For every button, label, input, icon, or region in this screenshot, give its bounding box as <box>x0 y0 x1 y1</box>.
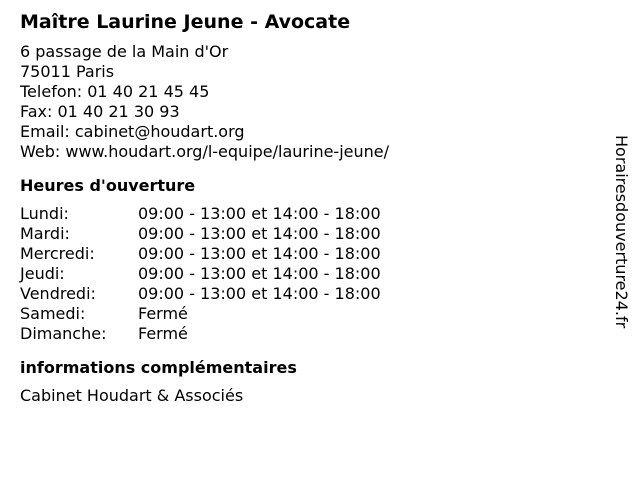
hours-time: 09:00 - 13:00 et 14:00 - 18:00 <box>138 224 381 243</box>
website-url: Web: www.houdart.org/l-equipe/laurine-jeune/ <box>20 142 390 161</box>
hours-row-lundi <box>20 204 600 224</box>
hours-row-samedi <box>20 304 600 324</box>
hours-day: Jeudi: <box>20 264 65 283</box>
hours-time: Fermé <box>138 324 188 343</box>
hours-table <box>20 204 600 344</box>
phone-number: Telefon: 01 40 21 45 45 <box>20 82 210 101</box>
hours-row-vendredi <box>20 284 600 304</box>
page-title: Maître Laurine Jeune - Avocate <box>20 11 351 33</box>
extra-info-text: Cabinet Houdart & Associés <box>20 386 244 405</box>
address-street: 6 passage de la Main d'Or <box>20 42 229 61</box>
hours-heading: Heures d'ouverture <box>20 176 196 195</box>
address-city: 75011 Paris <box>20 62 115 81</box>
extra-info-heading: informations complémentaires <box>20 358 297 377</box>
email-address: Email: cabinet@houdart.org <box>20 122 245 141</box>
hours-time: 09:00 - 13:00 et 14:00 - 18:00 <box>138 264 381 283</box>
hours-day: Mercredi: <box>20 244 95 263</box>
business-card <box>20 10 600 406</box>
site-watermark: Horairesdouverture24.fr <box>612 135 631 329</box>
hours-time: Fermé <box>138 304 188 323</box>
hours-day: Dimanche: <box>20 324 107 343</box>
hours-day: Mardi: <box>20 224 70 243</box>
hours-row-mardi <box>20 224 600 244</box>
hours-row-mercredi <box>20 244 600 264</box>
hours-day: Vendredi: <box>20 284 96 303</box>
hours-time: 09:00 - 13:00 et 14:00 - 18:00 <box>138 204 381 223</box>
fax-number: Fax: 01 40 21 30 93 <box>20 102 180 121</box>
hours-day: Samedi: <box>20 304 86 323</box>
hours-row-jeudi <box>20 264 600 284</box>
hours-time: 09:00 - 13:00 et 14:00 - 18:00 <box>138 244 381 263</box>
hours-time: 09:00 - 13:00 et 14:00 - 18:00 <box>138 284 381 303</box>
hours-day: Lundi: <box>20 204 69 223</box>
hours-row-dimanche <box>20 324 600 344</box>
